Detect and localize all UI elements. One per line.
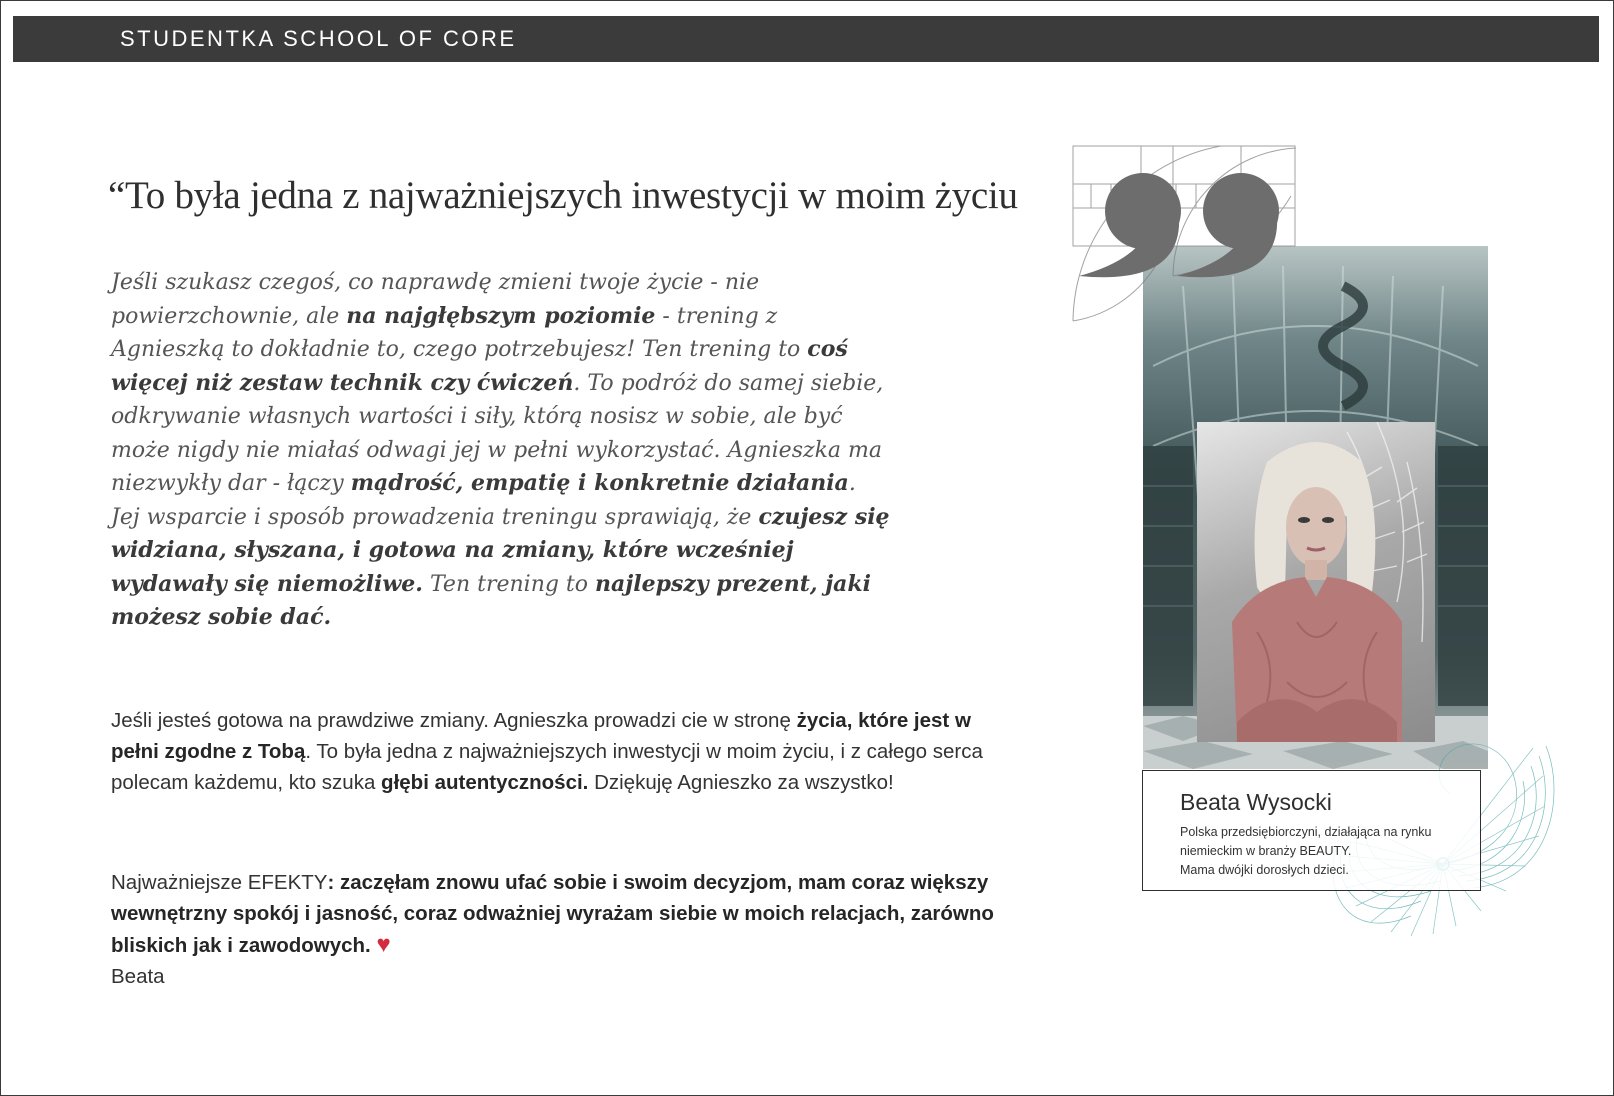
profile-desc-line: Polska przedsiębiorczyni, działająca na rynku: [1180, 825, 1432, 839]
header-bar: [13, 16, 1599, 62]
quote-body: [111, 266, 891, 635]
profile-desc-line: Mama dwójki dorosłych dzieci.: [1180, 863, 1349, 877]
body-text: . Jej wsparcie i sposób prowadzenia treningu sprawiają, że: [111, 471, 856, 530]
emphasis-text: : zaczęłam znowu ufać sobie i swoim decyzjom, mam coraz większy wewnętrzny spokój i jasność, coraz odważniej wyrażam siebie w moich relacjach, zarówno bliskich jak i zawodowych.: [111, 871, 994, 957]
body-text: . To podróż do samej siebie, odkrywanie własnych wartości i siły, którą nosisz w sobie, ale być może nigdy nie miałaś odwagi jej w pełni wykorzystać. Agnieszka ma niezwykły dar - łączy: [111, 370, 884, 496]
emphasis-text: na najgłębszym poziomie: [346, 302, 656, 329]
quote-title: “To była jedna z najważniejszych inwestycji w moim życiu: [108, 174, 1018, 217]
testimonial-paragraph: [111, 705, 1011, 798]
body-text: Najważniejsze EFEKTY: [111, 871, 328, 894]
body-text: . To była jedna z najważniejszych inwestycji w moim życiu, i z całego serca polecam każdemu, kto szuka: [111, 740, 983, 794]
effects-paragraph: [111, 867, 1011, 992]
profile-card: [1142, 770, 1481, 891]
body-text: Jeśli jesteś gotowa na prawdziwe zmiany. Agnieszka prowadzi cie w stronę: [111, 709, 797, 732]
effects-text: [111, 871, 994, 957]
body-text: - trening z Agnieszką to dokładnie to, czego potrzebujesz! Ten trening to: [111, 303, 808, 362]
emphasis-text: mądrość, empatię i konkretnie działania: [350, 470, 849, 496]
heart-icon: ♥: [376, 931, 391, 958]
body-text: Ten trening to: [422, 571, 596, 597]
emphasis-text: czujesz się widziana, słyszana, i gotowa na zmiany, które wcześniej wydawały się niemożliwe.: [111, 503, 890, 597]
emphasis-text: coś więcej niż zestaw technik czy ćwiczeń: [111, 336, 848, 396]
signature: Beata: [111, 965, 165, 988]
emphasis-text: najlepszy prezent, jaki możesz sobie dać.: [111, 570, 872, 630]
profile-desc-line: niemieckim w branży BEAUTY.: [1180, 844, 1352, 858]
header-title: STUDENTKA SCHOOL OF CORE: [120, 26, 517, 51]
body-text: Jeśli szukasz czegoś, co naprawdę zmieni twoje życie - nie powierzchownie, ale: [111, 270, 760, 329]
profile-description: [1180, 823, 1470, 880]
emphasis-text: głębi autentyczności.: [381, 771, 589, 794]
emphasis-text: życia, które jest w pełni zgodne z Tobą: [111, 709, 971, 763]
profile-name: Beata Wysocki: [1180, 789, 1332, 815]
closing-quote-icon: [1079, 173, 1279, 277]
body-text: Dziękuję Agnieszko za wszystko!: [588, 771, 894, 794]
